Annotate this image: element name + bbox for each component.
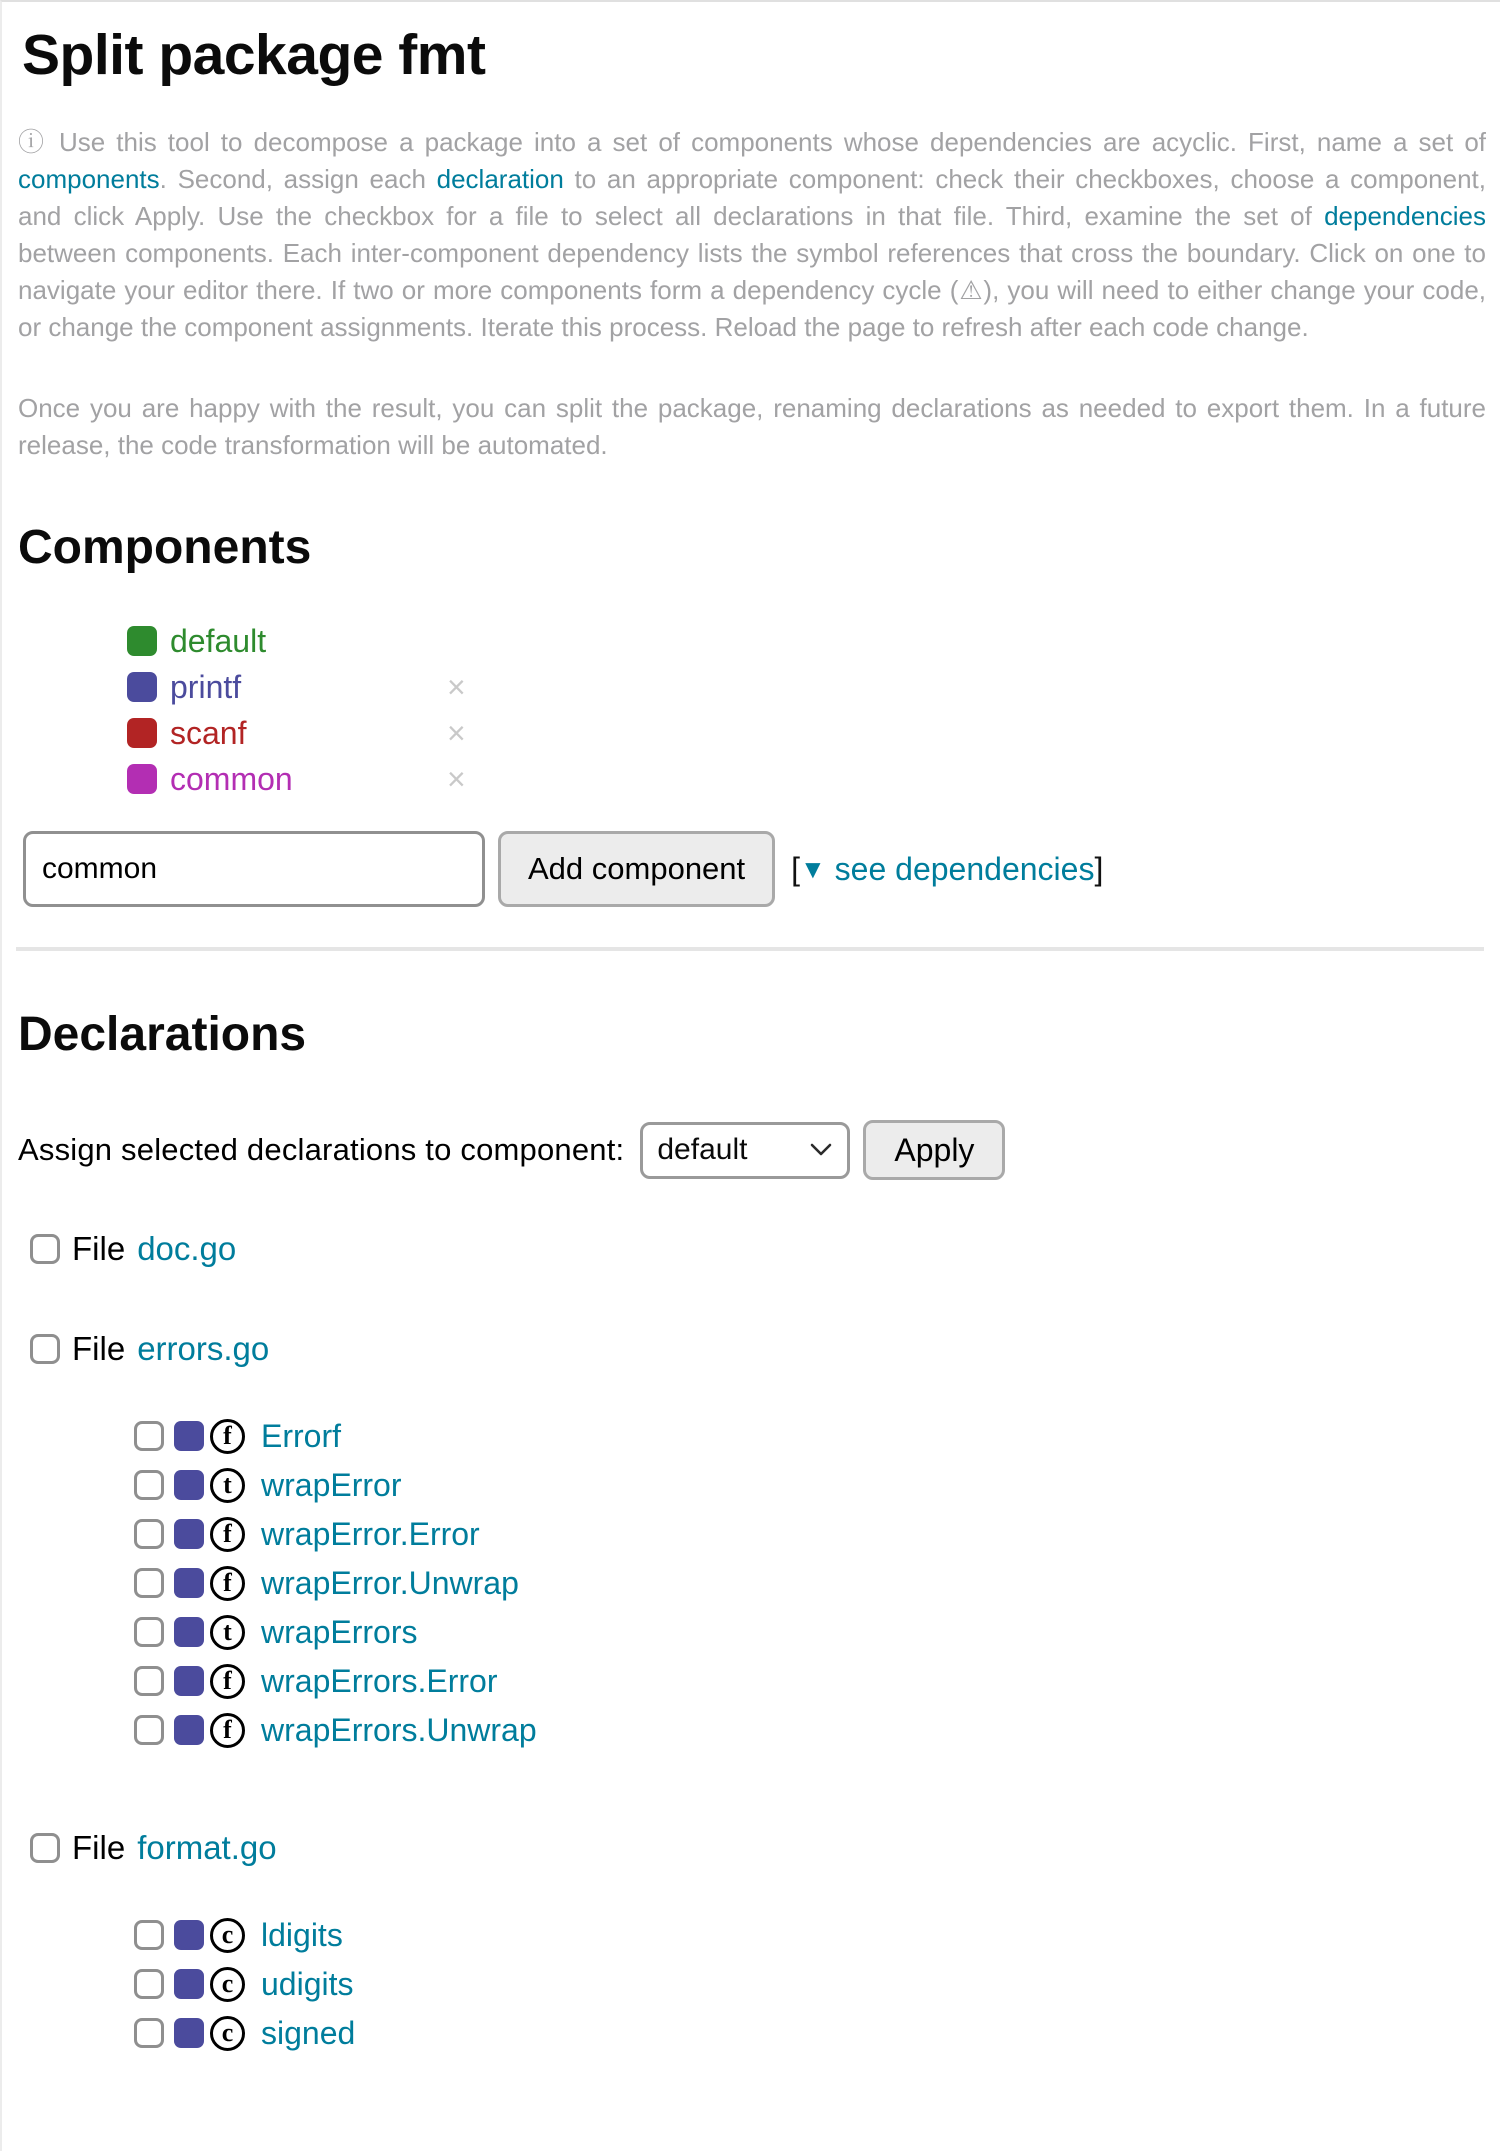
divider — [16, 947, 1484, 951]
file-word: File — [72, 1330, 126, 1367]
declaration-checkbox[interactable] — [134, 1568, 164, 1598]
declaration-checkbox[interactable] — [134, 1969, 164, 1999]
component-row — [127, 668, 1484, 705]
component-label: default — [170, 622, 267, 659]
component-color-swatch — [174, 1568, 204, 1598]
type-icon: t — [210, 1615, 245, 1650]
file-checkbox[interactable] — [30, 1334, 60, 1364]
declaration-link[interactable]: Errorf — [261, 1417, 341, 1454]
declaration-link[interactable]: wrapError.Unwrap — [261, 1564, 519, 1601]
component-color-swatch — [127, 672, 157, 702]
intro-paragraph — [18, 124, 1486, 346]
declaration-list — [18, 1918, 1484, 2050]
declaration-checkbox[interactable] — [134, 1920, 164, 1950]
declaration-row — [134, 2016, 1484, 2050]
component-select-value: default — [657, 1133, 748, 1166]
declaration-row — [134, 1918, 1484, 1952]
component-color-swatch — [174, 1920, 204, 1950]
declaration-link-inline[interactable]: declaration — [436, 164, 564, 194]
close-bracket: ] — [1094, 850, 1104, 887]
components-heading: Components — [18, 521, 312, 574]
intro-text: to an appropriate component: check their checkboxes, choose a component, and click Apply. Use the checkbox for a file to select all declarations in that file. Third, examine the set of — [18, 164, 1486, 231]
declaration-row — [134, 1967, 1484, 2001]
declaration-link[interactable]: wrapErrors.Error — [261, 1662, 498, 1699]
file-section — [18, 1332, 1484, 1747]
component-row — [127, 622, 1484, 659]
component-select[interactable] — [640, 1122, 850, 1179]
declaration-link[interactable]: ldigits — [261, 1916, 343, 1953]
file-link[interactable]: doc.go — [137, 1230, 237, 1267]
file-link[interactable]: errors.go — [137, 1330, 270, 1367]
component-color-swatch — [127, 626, 157, 656]
component-color-swatch — [174, 1470, 204, 1500]
file-checkbox[interactable] — [30, 1833, 60, 1863]
declaration-list — [18, 1419, 1484, 1747]
component-color-swatch — [127, 718, 157, 748]
const-icon: c — [210, 1918, 245, 1953]
declaration-row — [134, 1566, 1484, 1600]
components-link[interactable]: components — [18, 164, 160, 194]
triangle-down-icon: ▼ — [800, 853, 826, 884]
dependencies-link[interactable]: dependencies — [1324, 201, 1486, 231]
intro-text: between components. Each inter-component dependency lists the symbol references that cross the boundary. Click on one to navigate your editor there. If two or more components form a dependency cycle (⚠), you will need to either change your code, or change the component assignments. Iterate this process. Reload the page to refresh after each code change. — [18, 238, 1486, 342]
component-color-swatch — [174, 1519, 204, 1549]
declaration-row — [134, 1664, 1484, 1698]
remove-component-button[interactable]: × — [447, 715, 466, 751]
declaration-link[interactable]: signed — [261, 2014, 356, 2051]
declaration-checkbox[interactable] — [134, 1519, 164, 1549]
component-color-swatch — [174, 1666, 204, 1696]
func-icon: f — [210, 1664, 245, 1699]
declaration-row — [134, 1713, 1484, 1747]
see-dependencies-label: see dependencies — [834, 850, 1095, 887]
declaration-checkbox[interactable] — [134, 2018, 164, 2048]
declaration-link[interactable]: wrapError — [261, 1466, 402, 1503]
component-color-swatch — [174, 1969, 204, 1999]
intro-text: ⓘ Use this tool to decompose a package into a set of components whose dependencies are acyclic. First, name a set of — [18, 127, 1486, 157]
const-icon: c — [210, 2016, 245, 2051]
func-icon: f — [210, 1713, 245, 1748]
declaration-checkbox[interactable] — [134, 1666, 164, 1696]
remove-component-button[interactable]: × — [447, 761, 466, 797]
component-name-input[interactable] — [23, 831, 485, 907]
intro-paragraph-2: Once you are happy with the result, you can split the package, renaming declarations as needed to export them. In a future release, the code transformation will be automated. — [18, 393, 1486, 460]
remove-component-button[interactable]: × — [447, 669, 466, 705]
file-row — [30, 1831, 1484, 1865]
declaration-link[interactable]: udigits — [261, 1965, 354, 2002]
component-row — [127, 714, 1484, 751]
declaration-checkbox[interactable] — [134, 1617, 164, 1647]
declaration-row — [134, 1615, 1484, 1649]
split-package-page — [2, 22, 1500, 2050]
declaration-checkbox[interactable] — [134, 1421, 164, 1451]
component-label: scanf — [170, 714, 247, 751]
type-icon: t — [210, 1468, 245, 1503]
declaration-checkbox[interactable] — [134, 1470, 164, 1500]
func-icon: f — [210, 1419, 245, 1454]
file-section — [18, 1232, 1484, 1266]
file-word: File — [72, 1829, 126, 1866]
assign-row — [18, 1120, 1484, 1180]
declaration-link[interactable]: wrapErrors — [261, 1613, 418, 1650]
file-row — [30, 1332, 1484, 1366]
component-color-swatch — [174, 2018, 204, 2048]
declaration-row — [134, 1419, 1484, 1453]
component-row — [127, 760, 1484, 797]
declaration-link[interactable]: wrapError.Error — [261, 1515, 480, 1552]
page-title: Split package fmt — [22, 23, 486, 87]
declarations-heading: Declarations — [18, 1008, 307, 1061]
file-word: File — [72, 1230, 126, 1267]
file-checkbox[interactable] — [30, 1234, 60, 1264]
chevron-down-icon — [809, 1142, 833, 1158]
file-link[interactable]: format.go — [137, 1829, 277, 1866]
component-color-swatch — [174, 1617, 204, 1647]
declaration-link[interactable]: wrapErrors.Unwrap — [261, 1711, 537, 1748]
file-list — [18, 1232, 1484, 2050]
apply-button[interactable]: Apply — [863, 1120, 1005, 1180]
declaration-row — [134, 1468, 1484, 1502]
declaration-checkbox[interactable] — [134, 1715, 164, 1745]
component-list — [18, 622, 1484, 797]
component-color-swatch — [174, 1715, 204, 1745]
assign-label: Assign selected declarations to component: — [18, 1132, 625, 1167]
add-component-row — [18, 831, 1484, 907]
intro-text: . Second, assign each — [159, 164, 437, 194]
add-component-button[interactable]: Add component — [498, 831, 775, 907]
see-dependencies — [791, 851, 1103, 888]
file-section — [18, 1831, 1484, 2050]
const-icon: c — [210, 1967, 245, 2002]
component-label: common — [170, 760, 293, 797]
see-dependencies-link[interactable] — [800, 851, 1094, 887]
func-icon: f — [210, 1517, 245, 1552]
component-label: printf — [170, 668, 242, 705]
component-color-swatch — [127, 764, 157, 794]
file-row — [30, 1232, 1484, 1266]
open-bracket: [ — [791, 850, 801, 887]
declaration-row — [134, 1517, 1484, 1551]
func-icon: f — [210, 1566, 245, 1601]
component-color-swatch — [174, 1421, 204, 1451]
